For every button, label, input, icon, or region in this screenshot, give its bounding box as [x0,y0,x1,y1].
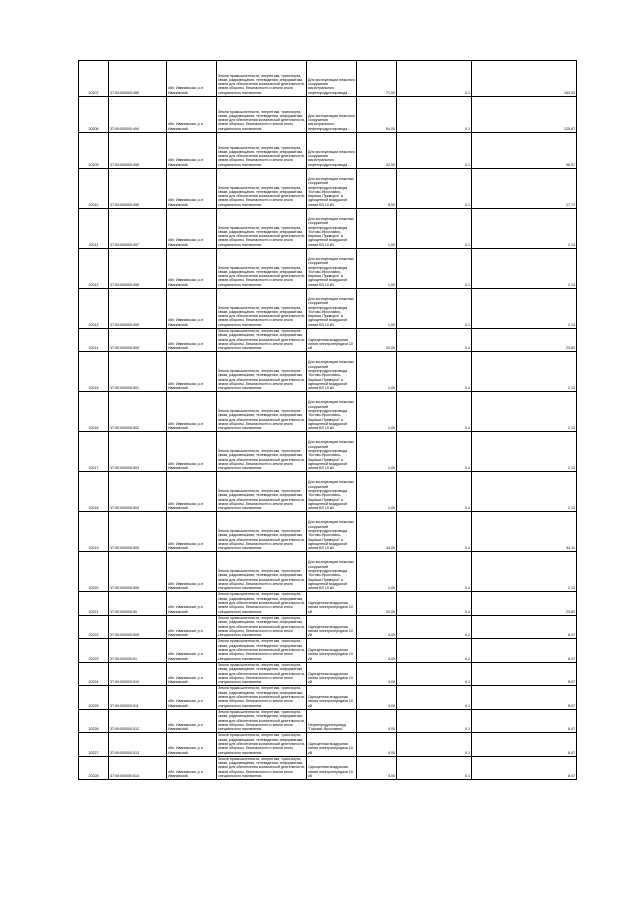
table-row [79,512,577,552]
quantity: 0,1 [397,289,472,329]
cadastral-number: 37:05:000000:514 [109,756,167,779]
address: обл. Ивановская, р-н Ивановский [167,289,217,329]
total: 2,13 [472,249,577,289]
land-category: Земли промышленности, энергетики, транспорта, связи, радиовещания, телевидения, информатики, земли для обеспечения космической деятельности, земли обороны, безопасности и земли иного специального назначения [218,662,305,685]
permitted-use: Для эксплуатации нежилых сооружений нефтепродуктопровода "Кстово-Ярославль-Кириши-Приморск" и одноцепной воздушной линии ВЛ 10 кВ [307,209,357,249]
address: обл. Ивановская, р-н Ивановский [167,97,217,133]
address: обл. Ивановская, р-н Ивановский [167,592,217,615]
address: обл. Ивановская, р-н Ивановский [167,472,217,512]
total: 2,13 [472,352,577,392]
address: обл. Ивановская, р-н Ивановский [167,686,217,709]
permitted-use: Одноцепная воздушная линия электропередачи 10 кВ [307,615,357,638]
total: 2,13 [472,289,577,329]
permitted-use: Для эксплуатации нежилых сооружений нефтепродуктопровода "Кстово-Ярославль-Кириши-Приморск" и одноцепной воздушной линии ВЛ 10 кВ [307,249,357,289]
total: 20,82 [472,592,577,615]
cadastral-number: 37:05:000000:495 [109,133,167,169]
address: обл. Ивановская, р-н Ивановский [167,639,217,662]
quantity: 0,1 [397,472,472,512]
table-row [79,686,577,709]
cadastral-number: 37:05:000000:511 [109,686,167,709]
cadastral-number: 37:05:000000:513 [109,733,167,756]
table-row [79,472,577,512]
table-row [79,133,577,169]
quantity: 0,1 [397,709,472,732]
address: обл. Ивановская, р-н Ивановский [167,329,217,352]
permitted-use: Для эксплуатации нежилых сооружений нефтепродуктопровода "Кстово-Ярославль-Кириши-Приморск" и одноцепной воздушной линии ВЛ 10 кВ [307,392,357,432]
permitted-use: Для эксплуатации нежилых сооружений нефтепродуктопровода "Кстово-Ярославль-Кириши-Приморск" и одноцепной воздушной линии ВЛ 10 кВ [307,512,357,552]
area: 54,00 [357,97,397,133]
table-row [79,592,577,615]
total: 163,93 [472,61,577,97]
cadastral-number: 37:05:000000:503 [109,432,167,472]
document-sheet [78,60,576,780]
land-category: Земли промышленности, энергетики, транспорта, связи, радиовещания, телевидения, информатики, земли для обеспечения космической деятельности, земли обороны, безопасности и земли иного специального назначения [217,169,307,209]
land-category: Земли промышленности, энергетики, транспорта, связи, радиовещания, телевидения, информатики, земли для обеспечения космической деятельности, земли обороны, безопасности и земли иного специального назначения [217,289,307,329]
address: обл. Ивановская, р-н Ивановский [167,432,217,472]
cadastral-number: 37:05:000000:499 [109,289,167,329]
total: 8,47 [472,756,577,779]
row-number: 20214 [79,329,109,352]
quantity: 0,1 [397,639,472,662]
total: 2,13 [472,552,577,592]
quantity: 0,1 [397,329,472,352]
row-number: 20215 [79,352,109,392]
area: 10,00 [357,592,397,615]
cadastral-number: 37:05:000000:494 [109,97,167,133]
permitted-use: Для эксплуатации нежилого сооружения магистрального нефтепродуктопровода ... [307,97,357,133]
quantity: 0,1 [397,352,472,392]
table-row [79,169,577,209]
area: 4,00 [357,639,397,662]
total: 94,11 [472,512,577,552]
permitted-use: Нефтепродуктопровод "Горький-Ярославль" [307,709,357,732]
permitted-use: Одноцепная воздушная линия электропередачи 10 кВ [307,329,357,352]
land-category: Земли промышленности, энергетики, транспорта, связи, радиовещания, телевидения, информатики, земли для обеспечения космической деятельности, земли обороны, безопасности и земли иного специального назначения [217,432,307,472]
total: 8,47 [472,686,577,709]
quantity: 0,1 [397,512,472,552]
total: 2,13 [472,432,577,472]
address: обл. Ивановская, р-н Ивановский [167,662,217,685]
row-number: 20208 [79,97,109,133]
cadastral-number: 37:05:000000:51 [109,639,167,662]
area: 1,00 [357,209,397,249]
address: обл. Ивановская, р-н Ивановский [167,249,217,289]
quantity: 0,1 [397,209,472,249]
address: обл. Ивановская, р-н Ивановский [167,756,217,779]
row-number: 20220 [79,552,109,592]
address: обл. Ивановская, р-н Ивановский [167,552,217,592]
address: обл. Ивановская, р-н Ивановский [167,709,217,732]
land-category: Земли промышленности, энергетики, транспорта, связи, радиовещания, телевидения, информатики, земли для обеспечения космической деятельности, земли обороны, безопасности и земли иного специального назначения [218,709,305,732]
land-category: Земли промышленности, энергетики, транспорта, связи, радиовещания, телевидения, информатики, земли для обеспечения космической деятельности, земли обороны, безопасности и земли иного специального назначения [217,392,307,432]
address: обл. Ивановская, р-н Ивановский [167,392,217,432]
total: 8,47 [472,733,577,756]
land-category: Земли промышленности, энергетики, транспорта, связи, радиовещания, телевидения, информатики, земли для обеспечения космической деятельности, земли обороны, безопасности и земли иного специального назначения [218,615,305,638]
row-number: 20209 [79,133,109,169]
address: обл. Ивановская, р-н Ивановский [167,352,217,392]
land-category: Земли промышленности, энергетики, транспорта, связи, радиовещания, телевидения, информатики, земли для обеспечения космической деятельности, земли обороны, безопасности и земли иного специального назначения [217,249,307,289]
address: обл. Ивановская, р-н Ивановский [167,169,217,209]
row-number: 20212 [79,249,109,289]
total: 8,47 [472,709,577,732]
area: 4,00 [357,756,397,779]
table-row [79,61,577,97]
table-row [79,352,577,392]
row-number: 20221 [79,592,109,615]
land-category: Земли промышленности, энергетики, транспорта, связи, радиовещания, телевидения, информатики, земли для обеспечения космической деятельности, земли обороны, безопасности и земли иного специального назначения [218,756,305,779]
permitted-use: Для эксплуатации нежилых сооружений нефтепродуктопровода "Кстово-Ярославль-Кириши-Приморск" и одноцепной воздушной линии ВЛ 10 кВ [307,432,357,472]
cadastral-number: 37:05:000000:500 [109,329,167,352]
row-number: 20207 [79,61,109,97]
row-number: 20218 [79,472,109,512]
land-category: Земли промышленности, энергетики, транспорта, связи, радиовещания, телевидения, информатики, земли для обеспечения космической деятельности, земли обороны, безопасности и земли иного специального назначения [217,512,307,552]
quantity: 0,1 [397,249,472,289]
cadastral-number: 37:05:000000:505 [109,512,167,552]
total: 125,87 [472,97,577,133]
land-category: Земли промышленности, энергетики, транспорта, связи, радиовещания, телевидения, информатики, земли для обеспечения космической деятельности, земли обороны, безопасности и земли иного специального назначения [217,472,307,512]
area: 4,00 [357,615,397,638]
area: 4,00 [357,709,397,732]
table-row [79,662,577,685]
land-category: Земли промышленности, энергетики, транспорта, связи, радиовещания, телевидения, информатики, земли для обеспечения космической деятельности, земли обороны, безопасности и земли иного специального назначения [217,61,307,97]
table-row [79,97,577,133]
land-category: Земли промышленности, энергетики, транспорта, связи, радиовещания, телевидения, информатики, земли для обеспечения космической деятельности, земли обороны, безопасности и земли иного специального назначения [218,329,305,351]
quantity: 0,1 [397,756,472,779]
quantity: 0,1 [397,432,472,472]
area: 1,00 [357,552,397,592]
table-row [79,289,577,329]
address: обл. Ивановская, р-н Ивановский [167,61,217,97]
permitted-use: Для эксплуатации нежилых сооружений нефтепродуктопровода "Кстово-Ярославль-Кириши-Приморск" и одноцепной воздушной линии ВЛ 10 кВ [307,472,357,512]
permitted-use: Одноцепная воздушная линия электропередачи 10 кВ [307,686,357,709]
permitted-use: Одноцепная воздушная линия электропередачи 10 кВ [307,756,357,779]
permitted-use: Для эксплуатации нежилых сооружений нефтепродуктопровода "Кстово-Ярославль-Кириши-Приморск" и одноцепной воздушной линии ВЛ 10 кВ [307,352,357,392]
permitted-use: Одноцепная воздушная линия электропередачи 10 кВ [307,733,357,756]
quantity: 0,1 [397,733,472,756]
area: 4,00 [357,686,397,709]
cadastral-number: 37:05:000000:50 [109,592,167,615]
land-category: Земли промышленности, энергетики, транспорта, связи, радиовещания, телевидения, информатики, земли для обеспечения космической деятельности, земли обороны, безопасности и земли иного специального назначения [217,97,307,133]
permitted-use: Для эксплуатации нежилого сооружения магистрального нефтепродуктопровода ... [307,61,357,97]
area: 42,00 [357,133,397,169]
cadastral-number: 37:05:000000:512 [109,709,167,732]
cadastral-number: 37:05:000000:496 [109,169,167,209]
area: 1,00 [357,289,397,329]
table-row [79,329,577,352]
land-category: Земли промышленности, энергетики, транспорта, связи, радиовещания, телевидения, информатики, земли для обеспечения космической деятельности, земли обороны, безопасности и земли иного специального назначения [217,352,307,392]
row-number: 20223 [79,639,109,662]
quantity: 0,1 [397,169,472,209]
permitted-use: Для эксплуатации нежилых сооружений нефтепродуктопровода "Кстово-Ярославль-Кириши-Приморск" и одноцепной воздушной линии ВЛ 10 кВ [307,169,357,209]
row-number: 20226 [79,709,109,732]
land-category: Земли промышленности, энергетики, транспорта, связи, радиовещания, телевидения, информатики, земли для обеспечения космической деятельности, земли обороны, безопасности и земли иного специального назначения [218,733,305,755]
area: 1,00 [357,352,397,392]
cadastral-number: 37:05:000000:489 [109,61,167,97]
table-row [79,552,577,592]
quantity: 0,1 [397,662,472,685]
quantity: 0,1 [397,615,472,638]
quantity: 0,1 [397,392,472,432]
land-category: Земли промышленности, энергетики, транспорта, связи, радиовещания, телевидения, информатики, земли для обеспечения космической деятельности, земли обороны, безопасности и земли иного специального назначения [217,552,307,592]
land-category: Земли промышленности, энергетики, транспорта, связи, радиовещания, телевидения, информатики, земли для обеспечения космической деятельности, земли обороны, безопасности и земли иного специального назначения [217,209,307,249]
quantity: 0,1 [397,61,472,97]
permitted-use: Для эксплуатации нежилых сооружений нефтепродуктопровода "Кстово-Ярославль-Кириши-Приморск" и одноцепной воздушной линии ВЛ 10 кВ [307,289,357,329]
row-number: 20213 [79,289,109,329]
land-category: Земли промышленности, энергетики, транспорта, связи, радиовещания, телевидения, информатики, земли для обеспечения космической деятельности, земли обороны, безопасности и земли иного специального назначения [218,592,305,614]
quantity: 0,1 [397,97,472,133]
permitted-use: Одноцепная воздушная линия электропередачи 10 кВ [307,592,357,615]
total: 2,13 [472,472,577,512]
cadastral-number: 37:05:000000:498 [109,249,167,289]
cadastral-number: 37:05:000000:509 [109,615,167,638]
permitted-use: Одноцепная воздушная линия электропередачи 10 кВ [307,639,357,662]
area: 1,00 [357,249,397,289]
area: 1,00 [357,432,397,472]
address: обл. Ивановская, р-н Ивановский [167,733,217,756]
area: 1,00 [357,392,397,432]
row-number: 20228 [79,756,109,779]
cadastral-number: 37:05:000000:510 [109,662,167,685]
quantity: 0,1 [397,133,472,169]
address: обл. Ивановская, р-н Ивановский [167,209,217,249]
land-plots-table [78,60,577,780]
address: обл. Ивановская, р-н Ивановский [167,133,217,169]
table-row [79,249,577,289]
total: 8,47 [472,639,577,662]
permitted-use: Одноцепная воздушная линия электропередачи 10 кВ [307,662,357,685]
row-number: 20210 [79,169,109,209]
table-body [79,61,577,780]
area: 44,00 [357,512,397,552]
row-number: 20217 [79,432,109,472]
permitted-use: Для эксплуатации нежилых сооружений нефтепродуктопровода "Кстово-Ярославль-Кириши-Приморск" и одноцепной воздушной линии ВЛ 10 кВ [307,552,357,592]
table-row [79,756,577,779]
area: 4,00 [357,733,397,756]
row-number: 20222 [79,615,109,638]
table-row [79,709,577,732]
cadastral-number: 37:05:000000:501 [109,352,167,392]
table-row [79,733,577,756]
quantity: 0,1 [397,552,472,592]
land-category: Земли промышленности, энергетики, транспорта, связи, радиовещания, телевидения, информатики, земли для обеспечения космической деятельности, земли обороны, безопасности и земли иного специального назначения [217,133,307,169]
total: 8,47 [472,662,577,685]
area: 1,00 [357,472,397,512]
row-number: 20227 [79,733,109,756]
permitted-use: Для эксплуатации нежилого сооружения магистрального нефтепродуктопровода ... [307,133,357,169]
total: 17,71 [472,169,577,209]
land-category: Земли промышленности, энергетики, транспорта, связи, радиовещания, телевидения, информатики, земли для обеспечения космической деятельности, земли обороны, безопасности и земли иного специального назначения [218,639,305,661]
row-number: 20219 [79,512,109,552]
table-row [79,639,577,662]
area: 10,00 [357,329,397,352]
row-number: 20211 [79,209,109,249]
cadastral-number: 37:05:000000:497 [109,209,167,249]
address: обл. Ивановская, р-н Ивановский [167,512,217,552]
row-number: 20224 [79,662,109,685]
row-number: 20216 [79,392,109,432]
quantity: 0,1 [397,686,472,709]
table-row [79,432,577,472]
row-number: 20225 [79,686,109,709]
total: 96,97 [472,133,577,169]
table-row [79,392,577,432]
cadastral-number: 37:05:000000:502 [109,392,167,432]
total: 20,82 [472,329,577,352]
table-row [79,209,577,249]
land-category: Земли промышленности, энергетики, транспорта, связи, радиовещания, телевидения, информатики, земли для обеспечения космической деятельности, земли обороны, безопасности и земли иного специального назначения [218,686,305,708]
cadastral-number: 37:05:000000:506 [109,552,167,592]
area: 4,00 [357,662,397,685]
total: 2,13 [472,392,577,432]
area: 71,00 [357,61,397,97]
total: 8,47 [472,615,577,638]
table-row [79,615,577,638]
cadastral-number: 37:05:000000:504 [109,472,167,512]
quantity: 0,1 [397,592,472,615]
total: 2,13 [472,209,577,249]
address: обл. Ивановская, р-н Ивановский [167,615,217,638]
area: 8,00 [357,169,397,209]
